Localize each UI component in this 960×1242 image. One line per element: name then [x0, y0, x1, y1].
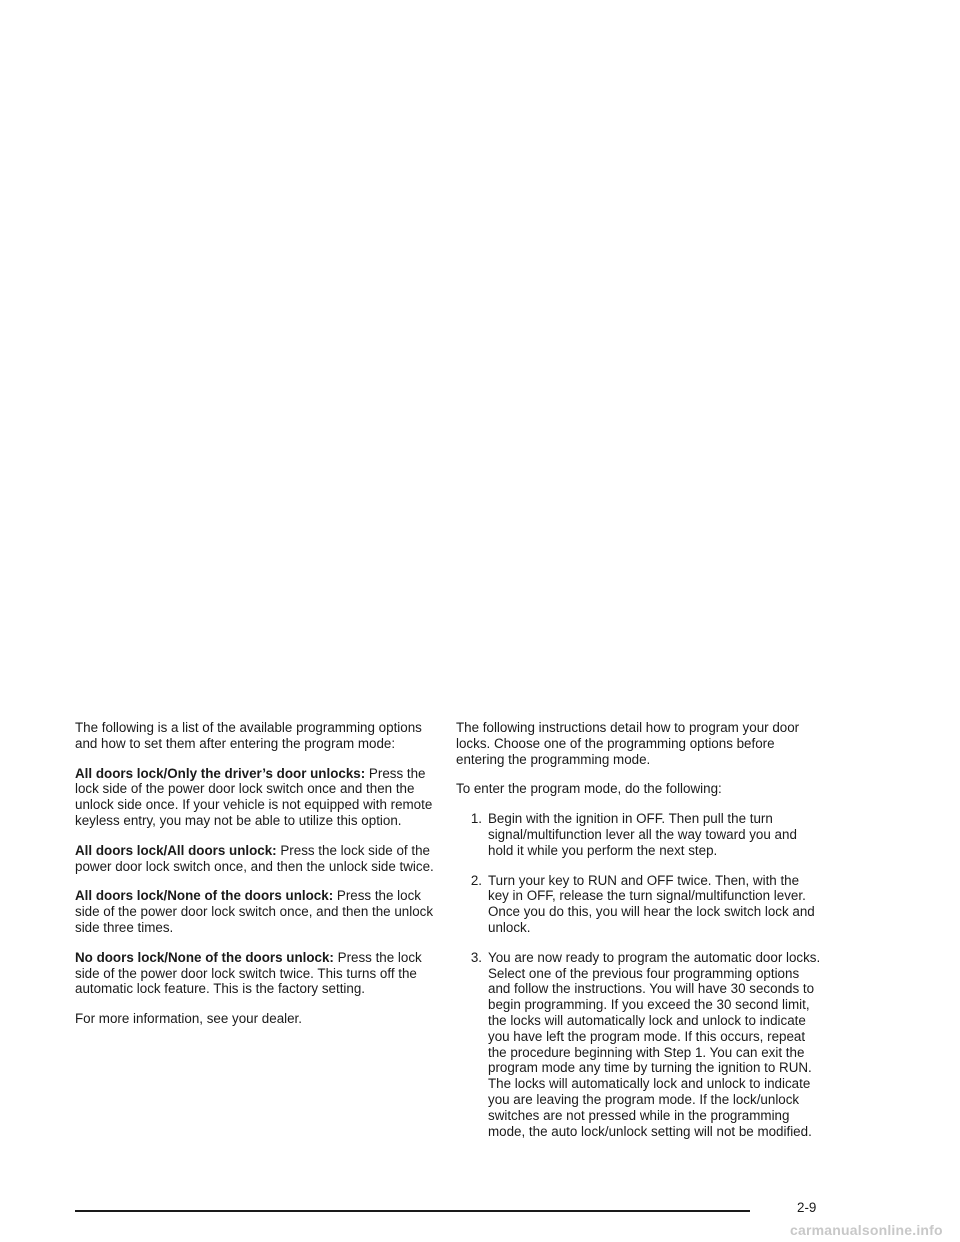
step-text: Begin with the ignition in OFF. Then pull the turn signal/multifunction lever all the way toward you and hold it while you perform the next step. — [488, 811, 797, 858]
step-number: 1. — [470, 811, 482, 827]
option-text: Press the lock side of the power door lock switch once, and then the unlock side three times. — [75, 888, 434, 935]
right-column — [456, 720, 821, 1153]
step-number: 2. — [470, 872, 482, 888]
option-text: Press the lock side of the power door lock switch once and then the unlock side once. If your vehicle is not equipped with remote keyless entry, you may not be able to utilize this option. — [75, 765, 433, 828]
option-paragraph — [75, 950, 440, 997]
option-text: Press the lock side of the power door lock switch once, and then the unlock side twice. — [75, 842, 434, 874]
steps-lead: To enter the program mode, do the following: — [456, 781, 722, 797]
left-column — [75, 720, 440, 1041]
option-paragraph — [75, 843, 440, 875]
footer-rule — [75, 1210, 750, 1212]
closing-note: For more information, see your dealer. — [75, 1011, 302, 1027]
steps-list — [456, 811, 821, 1139]
option-label: All doors lock/All doors unlock: — [75, 842, 277, 858]
option-label: No doors lock/None of the doors unlock: — [75, 949, 334, 965]
option-paragraph — [75, 766, 440, 829]
step-item — [456, 950, 821, 1140]
option-label: All doors lock/Only the driver’s door unlocks: — [75, 765, 366, 781]
instructions-intro: The following instructions detail how to program your door locks. Choose one of the programming options before entering the programming mode. — [456, 720, 800, 767]
option-label: All doors lock/None of the doors unlock: — [75, 888, 334, 904]
step-item — [456, 811, 821, 858]
options-intro: The following is a list of the available programming options and how to set them after entering the program mode: — [75, 720, 422, 751]
step-number: 3. — [470, 949, 482, 965]
watermark: carmanualsonline.info — [790, 1222, 943, 1238]
step-text: Turn your key to RUN and OFF twice. Then, with the key in OFF, release the turn signal/multifunction lever. Once you do this, you will hear the lock switch lock and unlock. — [488, 872, 815, 935]
page-number: 2-9 — [797, 1200, 817, 1215]
step-item — [456, 873, 821, 936]
step-text: You are now ready to program the automatic door locks. Select one of the previous four programming options and follow the instructions. You will have 30 seconds to begin programming. If you exceed the 30 second limit, the locks will automatically lock and unlock to indicate you have left the program mode. If this occurs, repeat the procedure beginning with Step 1. You can exit the program mode any time by turning the ignition to RUN. The locks will automatically lock and unlock to indicate you are leaving the program mode. If the lock/unlock switches are not pressed while in the programming mode, the auto lock/unlock setting will not be modified. — [488, 949, 821, 1139]
option-paragraph — [75, 888, 440, 935]
option-text: Press the lock side of the power door lock switch twice. This turns off the automatic lock feature. This is the factory setting. — [75, 949, 422, 997]
